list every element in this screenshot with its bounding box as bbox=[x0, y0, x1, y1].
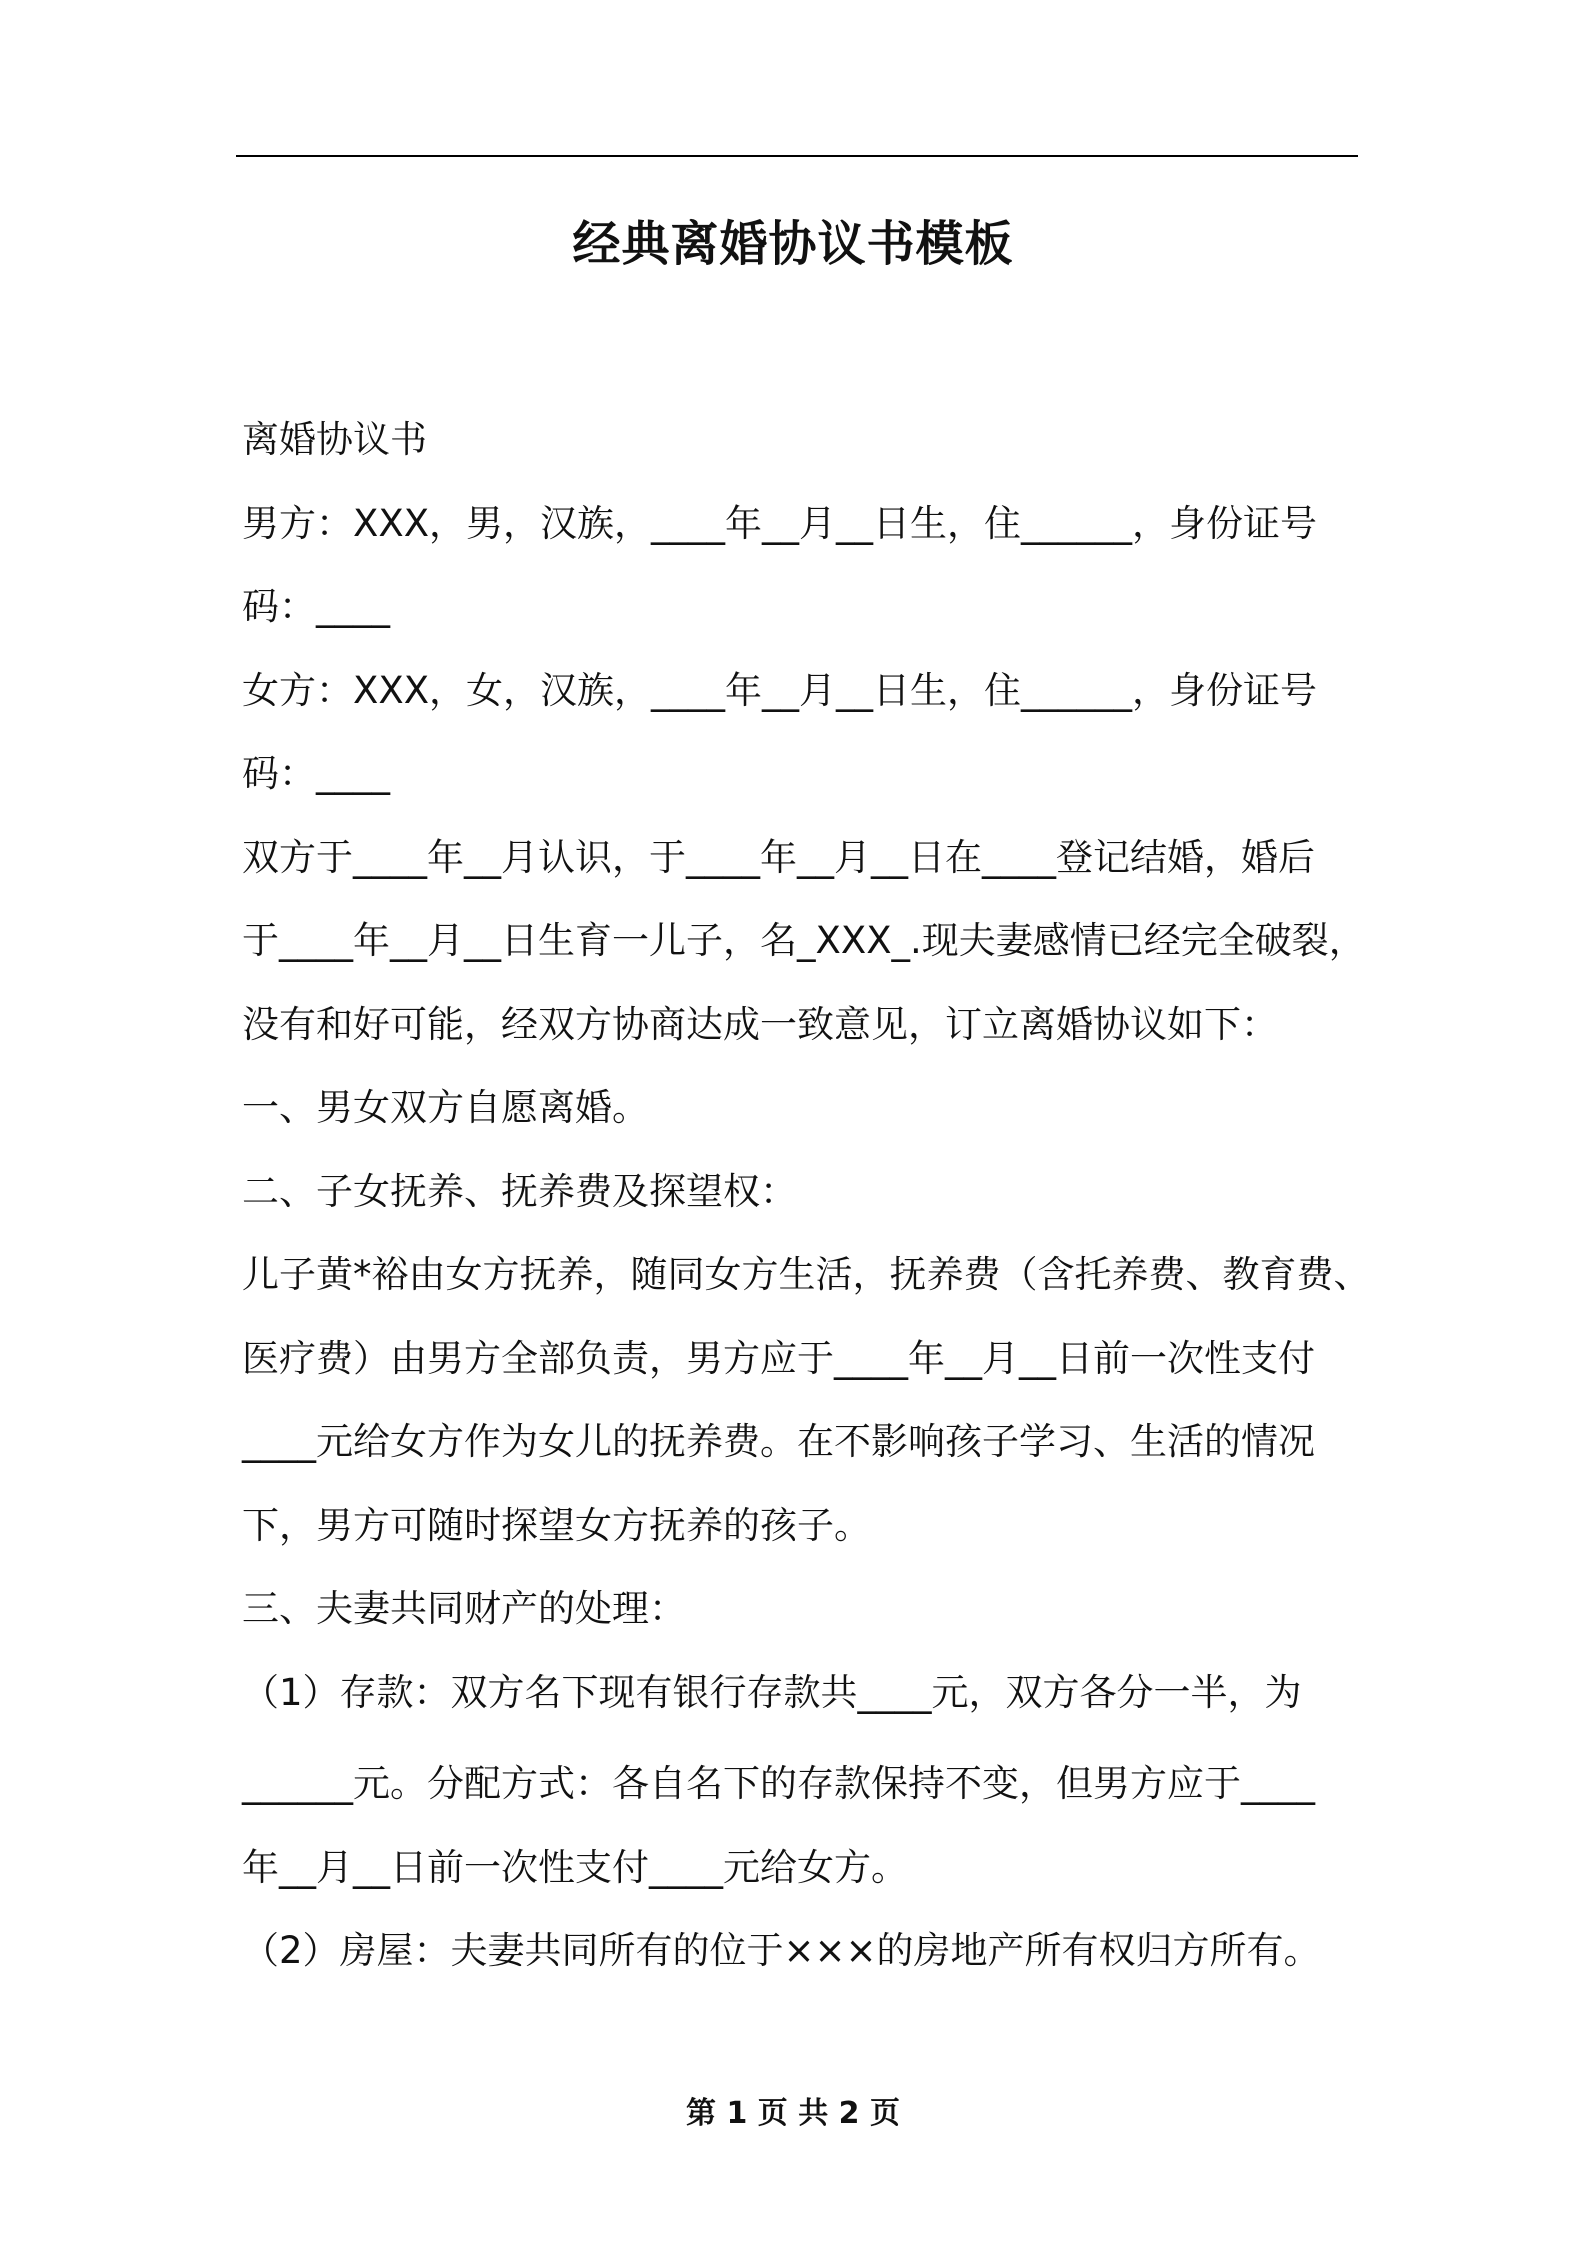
body-line-wife-info: 女方：XXX，女，汉族，____年__月__日生，住______，身份证号 bbox=[242, 668, 1318, 712]
body-line-article-2: 二、子女抚养、抚养费及探望权： bbox=[242, 1169, 797, 1213]
body-line-husband-info: 男方：XXX，男，汉族，____年__月__日生，住______，身份证号 bbox=[242, 501, 1318, 545]
document-title: 经典离婚协议书模板 bbox=[572, 216, 1014, 272]
body-line-article-1: 一、男女双方自愿离婚。 bbox=[242, 1086, 649, 1129]
document-body bbox=[242, 398, 1382, 1993]
body-line-husband-id: 码：____ bbox=[242, 585, 390, 628]
body-line-marriage-2: 于____年__月__日生育一儿子，名_XXX_.现夫妻感情已经完全破裂， bbox=[242, 919, 1366, 962]
body-line-house: （2）房屋：夫妻共同所有的位于×××的房地产所有权归方所有。 bbox=[242, 1929, 1321, 1972]
body-line-article-3: 三、夫妻共同财产的处理： bbox=[242, 1587, 686, 1630]
body-line-marriage-1: 双方于____年__月认识，于____年__月__日在____登记结婚，婚后 bbox=[242, 835, 1315, 879]
page-footer: 第 1 页 共 2 页 bbox=[686, 2096, 900, 2131]
body-line-marriage-3: 没有和好可能，经双方协商达成一致意见，订立离婚协议如下： bbox=[242, 1002, 1278, 1046]
body-line-custody-2: 医疗费）由男方全部负责，男方应于____年__月__日前一次性支付 bbox=[242, 1336, 1315, 1380]
body-line-wife-id: 码：____ bbox=[242, 752, 390, 795]
body-line-deposit-2: ______元。分配方式：各自名下的存款保持不变，但男方应于____ bbox=[242, 1762, 1315, 1805]
body-line-heading: 离婚协议书 bbox=[242, 418, 427, 461]
body-line-deposit-3: 年__月__日前一次性支付____元给女方。 bbox=[242, 1845, 908, 1889]
body-line-custody-4: 下，男方可随时探望女方抚养的孩子。 bbox=[242, 1503, 871, 1547]
body-line-deposit-1: （1）存款：双方名下现有银行存款共____元，双方各分一半，为 bbox=[242, 1670, 1302, 1714]
header-rule bbox=[236, 155, 1358, 157]
body-line-custody-3: ____元给女方作为女儿的抚养费。在不影响孩子学习、生活的情况 bbox=[242, 1420, 1315, 1463]
body-line-custody-1: 儿子黄*裕由女方抚养，随同女方生活，抚养费（含托养费、教育费、 bbox=[242, 1253, 1371, 1296]
